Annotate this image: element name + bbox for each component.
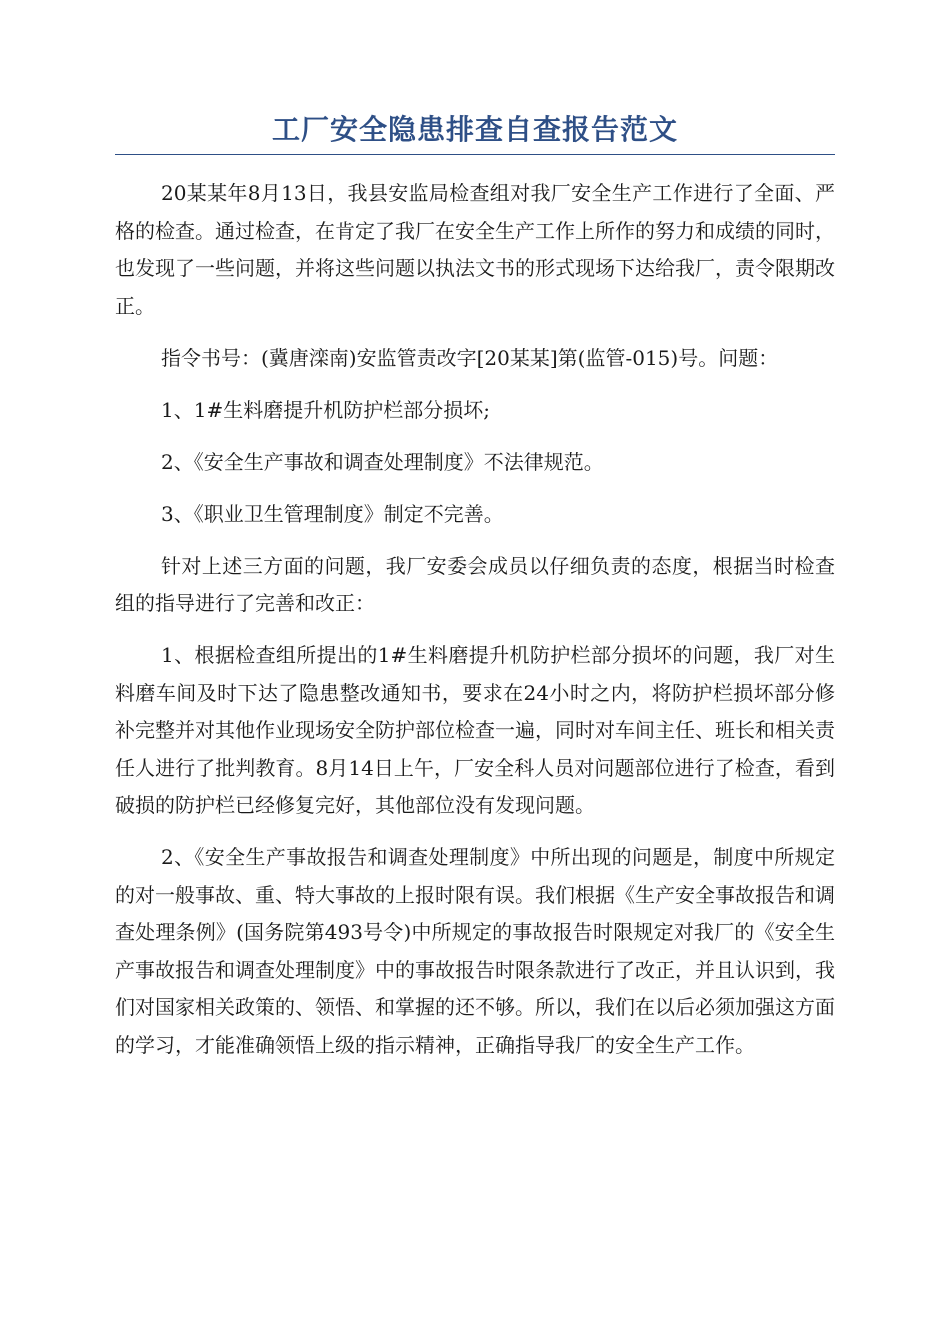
title-underline [115,154,835,155]
document-page [115,110,835,1079]
document-title: 工厂安全隐患排查自查报告范文 [271,113,678,146]
paragraph-issue-3: 3、《职业卫生管理制度》制定不完善。 [161,501,504,526]
paragraph-correction-2: 2、《安全生产事故报告和调查处理制度》中所出现的问题是，制度中所规定的对一般事故、重、特大事故的上报时限有误。我们根据《生产安全事故报告和调查处理条例》(国务院第493号令)中所规定的事故报告时限规定对我厂的《安全生产事故报告和调查处理制度》中的事故报告时限条款进行了改正，并且认识到，我们对国家相关政策的、领悟、和掌握的还不够。所以，我们在以后必须加强这方面的学习，才能准确领悟上级的指示精神，正确指导我厂的安全生产工作。 [115,845,835,1057]
paragraph-correction-1: 1、根据检查组所提出的1#生料磨提升机防护栏部分损坏的问题，我厂对生料磨车间及时下达了隐患整改通知书，要求在24小时之内，将防护栏损坏部分修补完整并对其他作业现场安全防护部位检查一遍，同时对车间主任、班长和相关责任人进行了批判教育。8月14日上午，厂安全科人员对问题部位进行了检查，看到破损的防护栏已经修复完好，其他部位没有发现问题。 [115,643,835,817]
paragraph-directive-number: 指令书号：(冀唐滦南)安监管责改字[20某某]第(监管-015)号。问题： [161,345,779,370]
paragraph-issue-2: 2、《安全生产事故和调查处理制度》不法律规范。 [161,449,604,474]
paragraph-inspection-intro: 20某某年8月13日，我县安监局检查组对我厂安全生产工作进行了全面、严格的检查。通过检查，在肯定了我厂在安全生产工作上所作的努力和成绩的同时，也发现了一些问题，并将这些问题以执法文书的形式现场下达给我厂，责令限期改正。 [115,181,835,318]
paragraph-issue-1: 1、1#生料磨提升机防护栏部分损坏; [161,397,490,422]
paragraph-response-intro: 针对上述三方面的问题，我厂安委会成员以仔细负责的态度，根据当时检查组的指导进行了完善和改正： [115,553,835,615]
